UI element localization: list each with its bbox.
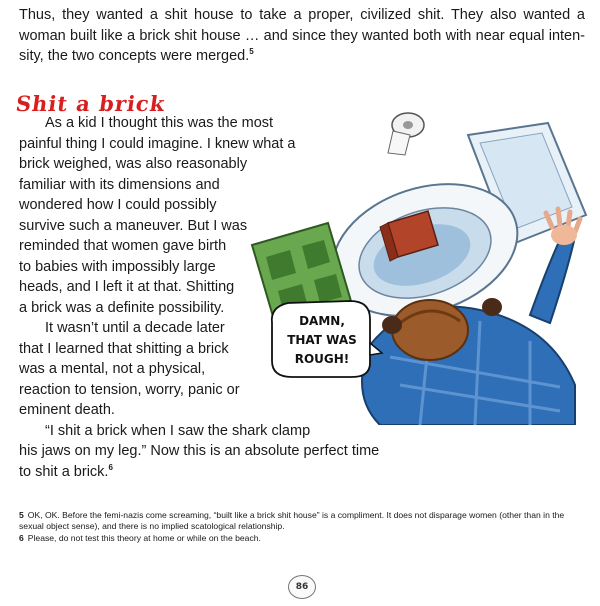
para1-line: familiar with its dimensions and [19,176,220,193]
para2-line: was a mental, not a physical, [19,361,206,377]
intro-line-3: sity, the two concepts were merged. [19,48,250,64]
intro-paragraph [19,5,585,67]
speech-bubble [272,301,382,377]
section-heading: Shit a brick [14,91,168,116]
para1-line: reminded that women gave birth [19,238,227,254]
para3-line: his jaws on my leg.” Now this is an absolute perfect time [19,443,380,459]
intro-line-1: Thus, they wanted a shit house to take a proper, civilized shit. They also wanted a [19,7,585,23]
para2-line: It wasn’t until a decade later [45,320,225,336]
para1-line: wondered how I could possibly [19,197,217,213]
toilet-paper-icon [388,113,424,155]
para1-line: brick weighed, was also reasonably [19,156,248,172]
para1-line: to babies with impossibly large [19,258,216,275]
footnote-number: 6 [19,533,24,543]
para3-line: “I shit a brick when I saw the shark clamp [45,422,311,439]
para1-line: a brick was a definite possibility. [19,299,225,316]
speech-line: ROUGH! [294,352,350,366]
para1-line: heads, and I left it at that. Shitting [19,279,235,295]
para2-line: eminent death. [19,402,115,418]
footnote-number: 5 [19,510,24,520]
intro-line-2: woman built like a brick shit house … and since they wanted both with near equal inten- [19,27,585,44]
cartoon-illustration [230,95,600,425]
para3-line: to shit a brick. [19,463,109,480]
speech-line: DAMN, [299,314,345,328]
footnote-text: Please, do not test this theory at home or while on the beach. [27,533,261,543]
speech-line: THAT WAS [287,333,357,347]
para2-line: that I learned that shitting a brick [19,340,229,357]
footnote-ref-6: 6 [108,462,113,472]
footnote-ref-5: 5 [249,47,254,57]
para3-last-line [19,462,309,483]
footnotes [19,510,579,545]
para1-line: As a kid I thought this was the most [45,115,274,131]
para1-line: painful thing I could imagine. I knew what a [19,135,296,152]
footnote-text: OK, OK. Before the femi-nazis come screaming, “built like a brick shit house” is a compliment. It does not disparage women (other than in the sexual object sense), and there is no implied scatological relationship. [19,510,565,531]
para1-line: survive such a maneuver. But I was [19,217,248,234]
page-number: 86 [288,575,316,599]
footnote-5 [19,510,579,532]
footnote-6 [19,533,579,544]
para2-line: reaction to tension, worry, panic or [19,381,240,398]
